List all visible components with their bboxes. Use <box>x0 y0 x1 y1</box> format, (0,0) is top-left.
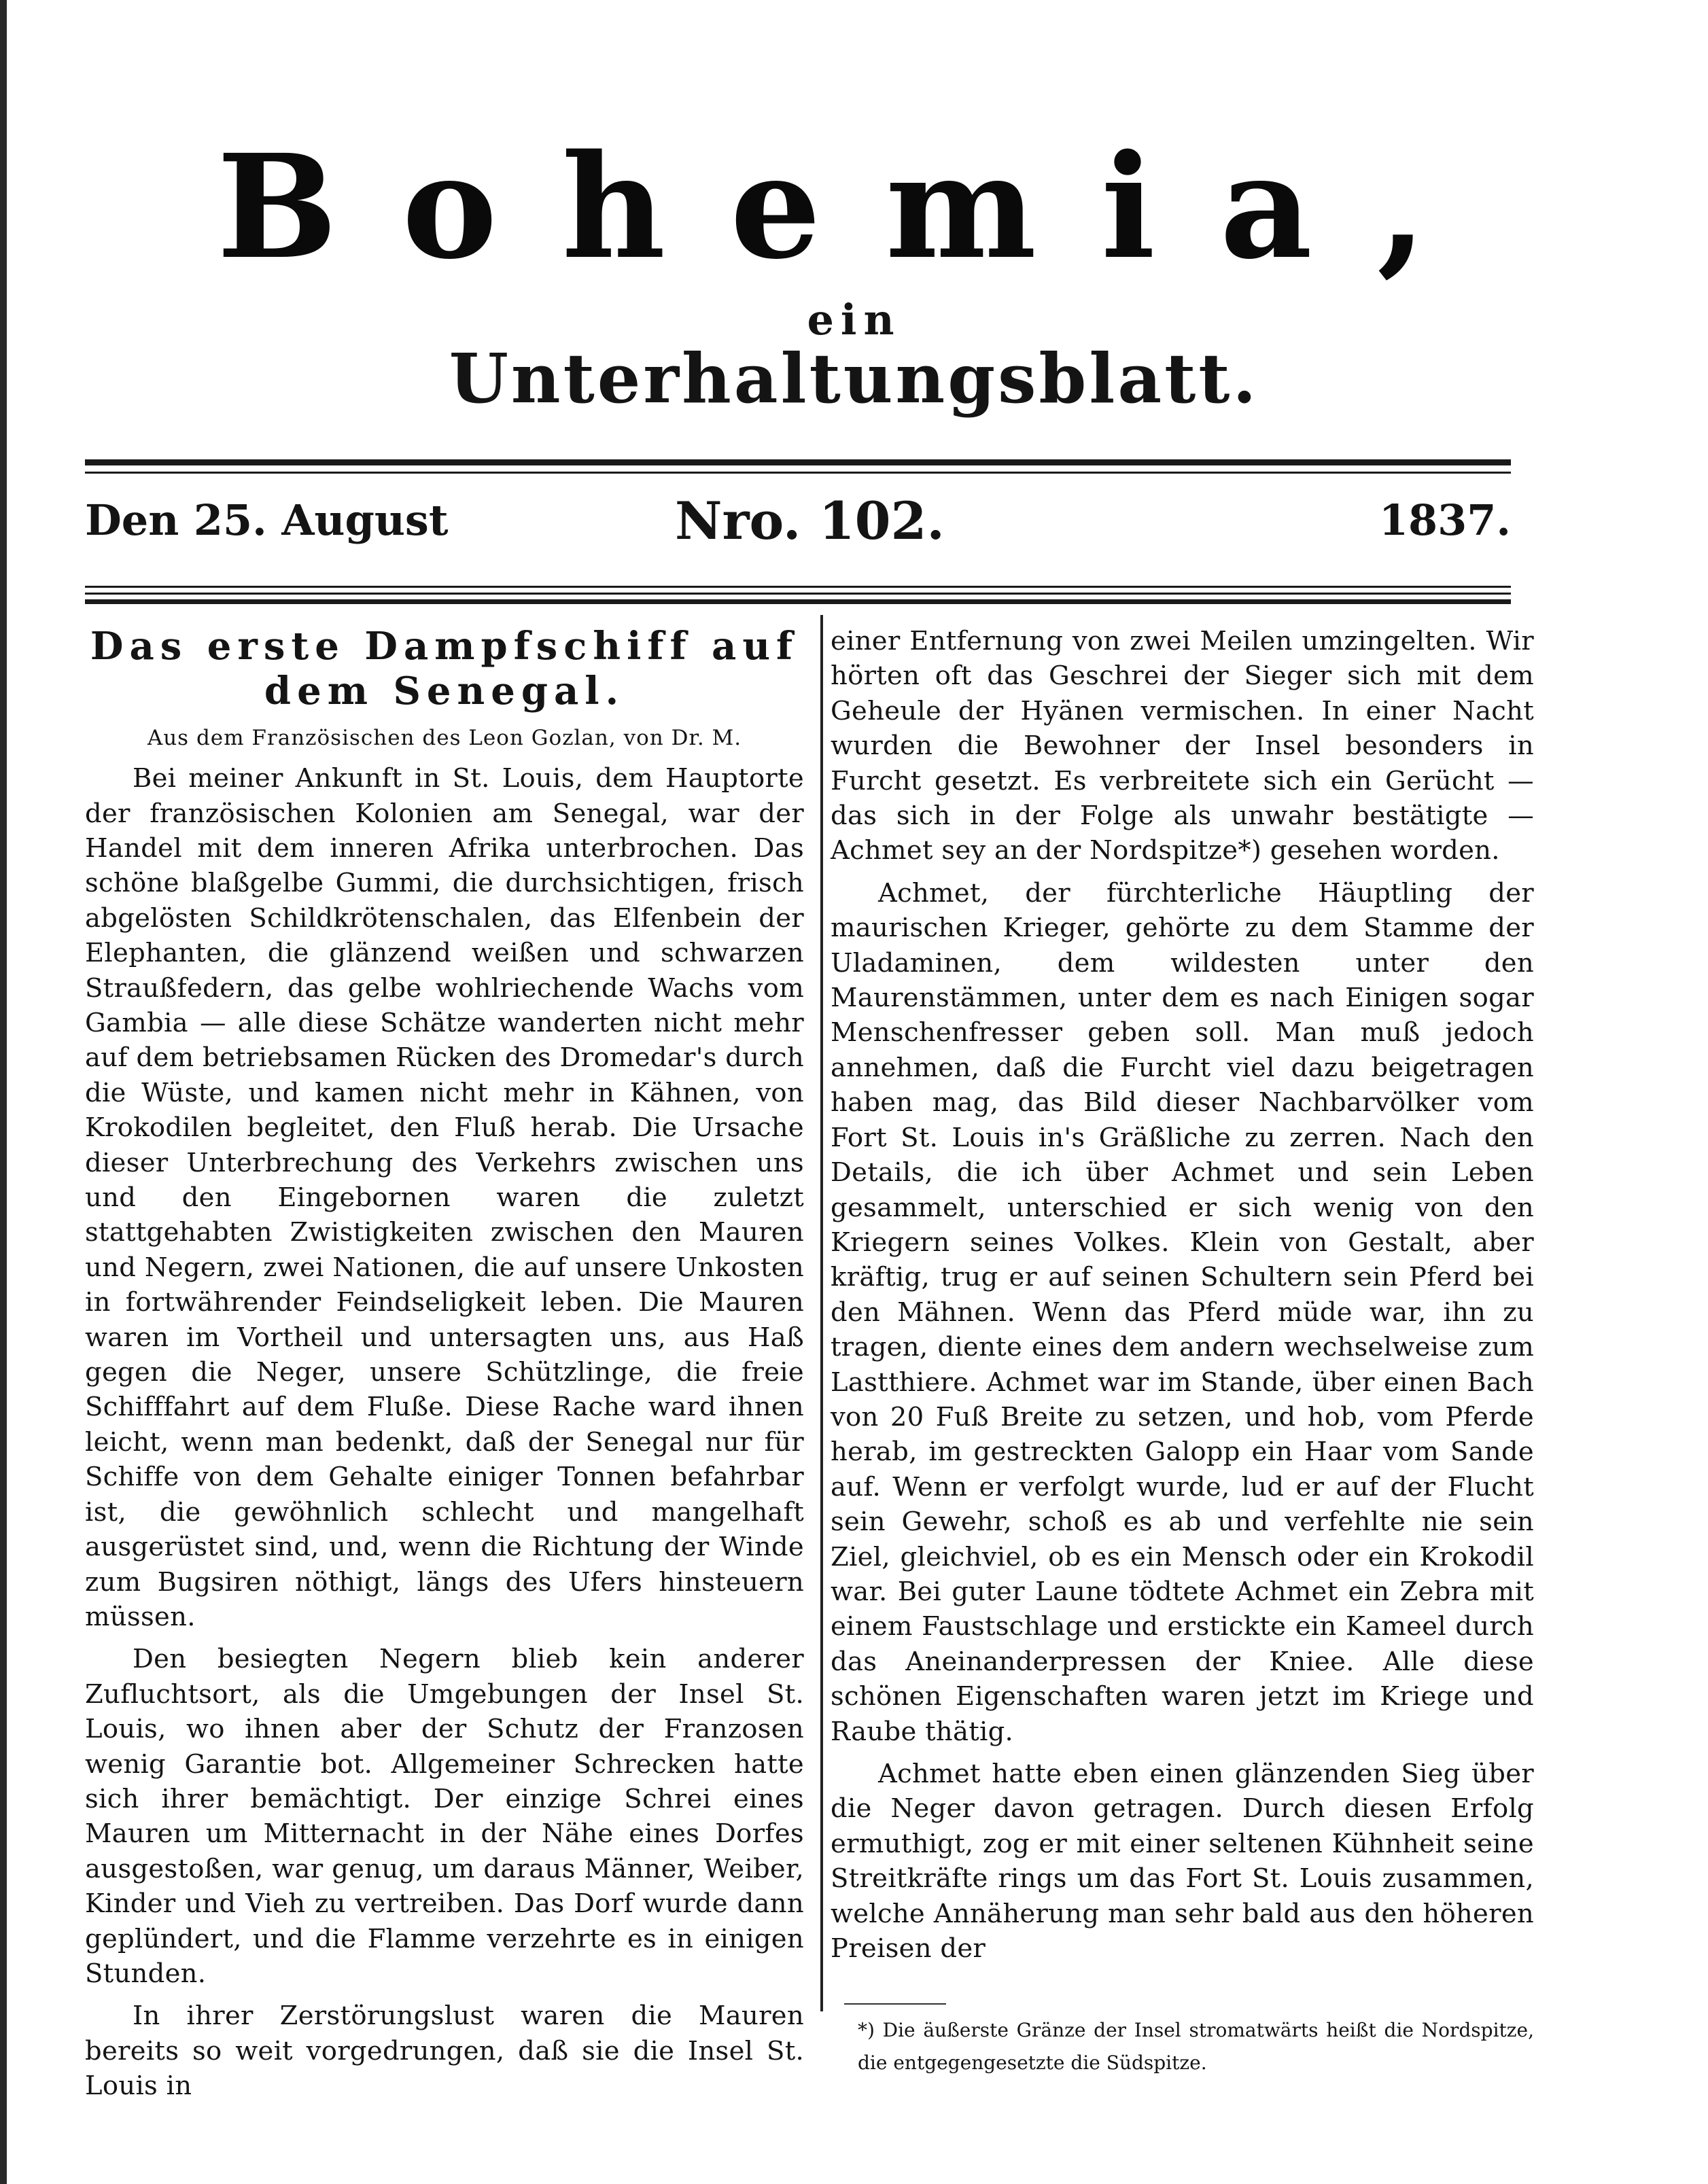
issue-year: 1837. <box>1378 495 1511 545</box>
article-byline: Aus dem Französischen des Leon Gozlan, von Dr. M. <box>147 726 742 751</box>
dateline <box>85 491 1511 567</box>
column-divider <box>820 615 823 2011</box>
masthead-rule-thick <box>85 459 1511 465</box>
paragraph: Bei meiner Ankunft in St. Louis, dem Hauptorte der französischen Kolonien am Senegal, war der Handel mit dem inneren Afrika unterbrochen. Das schöne blaßgelbe Gummi, die durchsichtigen, frisch abgelösten Schildkrötenschalen, das Elfenbein der Elephanten, die glänzend weißen und schwarzen Straußfedern, das gelbe wohlriechende Wachs vom Gambia — alle diese Schätze wanderten nicht mehr auf dem betriebsamen Rücken des Dromedar's durch die Wüste, und kamen nicht mehr in Kähnen, von Krokodilen begleitet, den Fluß herab. Die Ursache dieser Unterbrechung des Verkehrs zwischen uns und den Eingebornen waren die zuletzt stattgehabten Zwistigkeiten zwischen den Mauren und Negern, zwei Nationen, die auf unsere Unkosten in fortwährender Feindseligkeit leben. Die Mauren waren im Vortheil und untersagten uns, aus Haß gegen die Neger, unsere Schützlinge, die freie Schifffahrt auf dem Fluße. Diese Rache ward ihnen leicht, wenn man bedenkt, daß der Senegal nur für Schiffe von dem Gehalte einiger Tonnen befahrbar ist, die gewöhnlich schlecht und mangelhaft ausgerüstet sind, und, wenn die Richtung der Winde zum Bugsiren nöthigt, längs des Ufers hinsteuern müssen. <box>85 763 804 1632</box>
article-title: Das erste Dampfschiff auf dem Senegal. <box>90 624 799 714</box>
footnote: *) Die äußerste Gränze der Insel stromatwärts heißt die Nordspitze, die entgegengesetzte die Südspitze. <box>858 2019 1534 2075</box>
dateline-rule-thick <box>85 599 1511 604</box>
dateline-rule-thin-2 <box>85 593 1511 595</box>
paragraph: Den besiegten Negern blieb kein anderer Zufluchtsort, als die Umgebungen der Insel St. Louis, wo ihnen aber der Schutz der Franzosen wenig Garantie bot. Allgemeiner Schrecken hatte sich ihrer bemächtigt. Der einzige Schrei eines Mauren um Mitternacht in der Nähe eines Dorfes ausgestoßen, war genug, um daraus Männer, Weiber, Kinder und Vieh zu vertreiben. Das Dorf wurde dann geplündert, und die Flamme verzehrte es in einigen Stunden. <box>85 1644 804 1989</box>
masthead-title: Bohemia, <box>216 123 1491 291</box>
article-column-right <box>831 624 1534 2079</box>
masthead-ein: ein <box>807 295 901 345</box>
masthead-rule-thin <box>85 472 1511 474</box>
paragraph: In ihrer Zerstörungslust waren die Mauren bereits so weit vorgedrungen, daß sie die Insel St. Louis in <box>85 2001 804 2102</box>
footnote-rule <box>844 2003 946 2005</box>
paragraph: einer Entfernung von zwei Meilen umzingelten. Wir hörten oft das Geschrei der Sieger sich mit dem Geheule der Hyänen vermischen. In einer Nacht wurden die Bewohner der Insel besonders in Furcht gesetzt. Es verbreitete sich ein Gerücht — das sich in der Folge als unwahr bestätigte — Achmet sey an der Nordspitze*) gesehen worden. <box>831 626 1534 866</box>
paragraph: Achmet, der fürchterliche Häuptling der maurischen Krieger, gehörte zu dem Stamme der Uladaminen, dem wildesten unter den Maurenstämmen, unter dem es nach Einigen sogar Menschenfresser geben soll. Man muß jedoch annehmen, daß die Furcht viel dazu beigetragen haben mag, das Bild dieser Nachbarvölker vom Fort St. Louis in's Gräßliche zu zerren. Nach den Details, die ich über Achmet und sein Leben gesammelt, unterschied er sich wenig von den Kriegern seines Volkes. Klein von Gestalt, aber kräftig, trug er auf seinen Schultern sein Pferd bei den Mähnen. Wenn das Pferd müde war, ihn zu tragen, diente eines dem andern wechselweise zum Lastthiere. Achmet war im Stande, über einen Bach von 20 Fuß Breite zu setzen, und hob, vom Pferde herab, im gestreckten Galopp ein Haar vom Sande auf. Wenn er verfolgt wurde, lud er auf der Flucht sein Gewehr, schoß es ab und verfehlte nie sein Ziel, gleichviel, ob es ein Mensch oder ein Krokodil war. Bei guter Laune tödtete Achmet ein Zebra mit einem Faustschlage und erstickte ein Kameel durch das Aneinanderpressen der Kniee. Alle diese schönen Eigenschaften waren jetzt im Kriege und Raube thätig. <box>831 877 1534 1747</box>
article-column-left <box>85 624 804 2111</box>
paragraph: Achmet hatte eben einen glänzenden Sieg über die Neger davon getragen. Durch diesen Erfolg ermuthigt, zog er mit einer seltenen Kühnheit seine Streitkräfte rings um das Fort St. Louis zusammen, welche Annäherung man sehr bald aus den höheren Preisen der <box>831 1759 1534 1965</box>
issue-date: Den 25. August <box>85 495 449 545</box>
masthead-subtitle: Unterhaltungsblatt. <box>449 338 1259 419</box>
issue-number: Nro. 102. <box>675 491 945 551</box>
dateline-rule-thin-1 <box>85 586 1511 588</box>
